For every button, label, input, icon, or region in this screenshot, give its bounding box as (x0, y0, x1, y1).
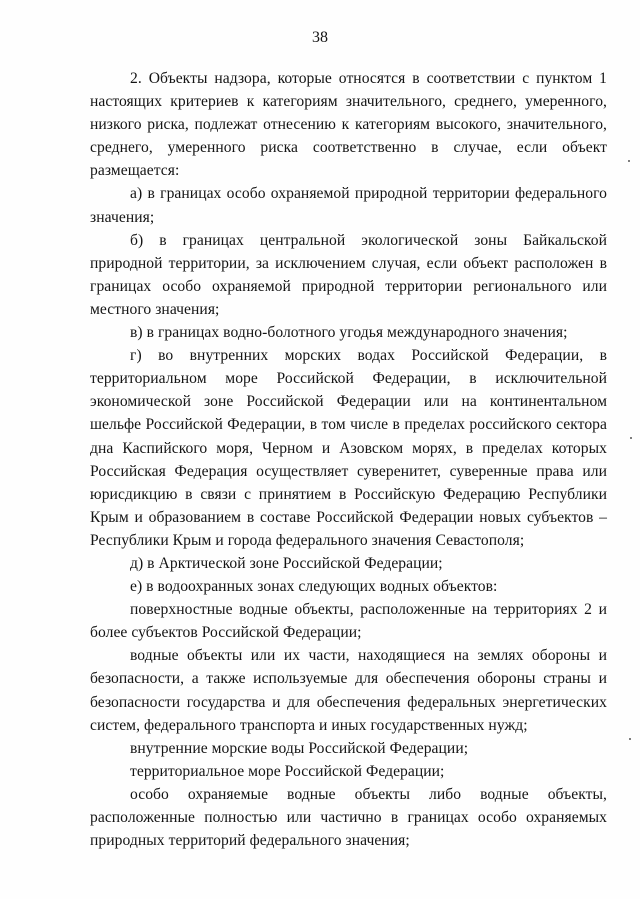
paragraph-subitem-a: а) в границах особо охраняемой природной территории федерального значения; (90, 185, 607, 226)
scan-speck (629, 738, 631, 740)
paragraph-protected-water: особо охраняемые водные объекты либо водные объекты, расположенные полностью или частично в границах особо охраняемых природных территорий федерального значения; (90, 785, 607, 850)
scan-speck (630, 437, 632, 439)
paragraph-subitem-g: г) во внутренних морских водах Российской Федерации, в территориальном море Российской Федерации, в исключительной экономической зоне Российской Федерации или на континентальном шельфе Российской Федерации, в том числе в пределах российского сектора дна Каспийского моря, Черном и Азовском морях, в пределах которых Российская Федерация осуществляет суверенитет, суверенные права или юрисдикцию в связи с принятием в Российскую Федерацию Республики Крым и образованием в составе Российской Федерации новых субъектов – Республики Крым и города федерального значения Севастополя; (90, 347, 607, 549)
document-body (90, 67, 607, 852)
paragraph-subitem-v: в) в границах водно-болотного угодья международного значения; (130, 324, 568, 342)
paragraph-inner-sea: внутренние морские воды Российской Федерации; (130, 739, 469, 757)
paragraph-water-surface: поверхностные водные объекты, расположенные на территориях 2 и более субъектов Российской Федерации; (90, 601, 607, 642)
page-number: 38 (312, 29, 328, 46)
scan-speck (628, 160, 630, 162)
paragraph-item-2: 2. Объекты надзора, которые относятся в соответствии с пунктом 1 настоящих критериев к категориям значительного, среднего, умеренного, низкого риска, подлежат отнесению к категориям высокого, значительного, среднего, умеренного риска соответственно в случае, если объект размещается: (90, 70, 607, 180)
paragraph-territorial-sea: территориальное море Российской Федерации; (130, 762, 445, 780)
paragraph-subitem-e: е) в водоохранных зонах следующих водных объектов: (130, 578, 498, 596)
paragraph-subitem-b: б) в границах центральной экологической зоны Байкальской природной территории, за исключением случая, если объект расположен в границах особо охраняемой природной территории регионального или местного значения; (90, 231, 607, 318)
paragraph-subitem-d: д) в Арктической зоне Российской Федерации; (130, 554, 443, 572)
paragraph-water-defense: водные объекты или их части, находящиеся на землях обороны и безопасности, а также используемые для обеспечения обороны страны и безопасности государства и для обеспечения федеральных энергетических систем, федерального транспорта и иных государственных нужд; (90, 647, 607, 734)
